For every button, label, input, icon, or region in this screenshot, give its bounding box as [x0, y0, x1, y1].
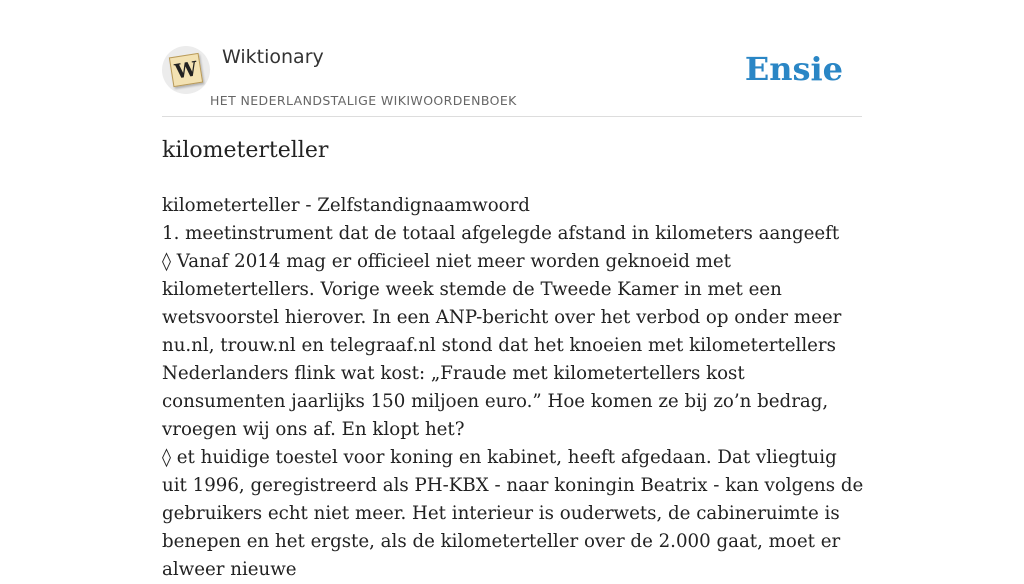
page-title: kilometerteller — [162, 138, 329, 163]
entry-example: ◊ Vanaf 2014 mag er officieel niet meer worden geknoeid met kilometertellers. Vorige week stemde de Tweede Kamer in met een wetsvoorstel hierover. In een ANP-bericht over het verbod op onder meer nu.nl, trouw.nl en telegraaf.nl stond dat het knoeien met kilometertellers Nederlanders flink wat kost: „Fraude met kilometertellers kost consumenten jaarlijks 150 miljoen euro.” Hoe komen ze bij zo’n bedrag, vroegen wij ons af. En klopt het? — [162, 251, 842, 440]
site-header — [162, 40, 862, 117]
logo-tile — [169, 53, 203, 87]
site-name[interactable]: Wiktionary — [222, 46, 324, 68]
logo-letter: W — [173, 56, 199, 84]
entry-content — [162, 192, 866, 584]
entry-definition: 1. meetinstrument dat de totaal afgelegde afstand in kilometers aangeeft — [162, 223, 840, 244]
entry-heading: kilometerteller - Zelfstandignaamwoord — [162, 195, 530, 216]
entry-example: ◊ et huidige toestel voor koning en kabinet, heeft afgedaan. Dat vliegtuig uit 1996, geregistreerd als PH-KBX - naar koningin Beatrix - kan volgens de gebruikers echt niet meer. Het interieur is ouderwets, de cabineruimte is benepen en het ergste, als de kilometerteller over de 2.000 gaat, moet er alweer nieuwe — [162, 447, 864, 580]
brand-logo[interactable]: Ensie — [744, 50, 843, 88]
site-tagline: HET NEDERLANDSTALIGE WIKIWOORDENBOEK — [210, 93, 517, 108]
wiktionary-logo-icon[interactable] — [162, 46, 210, 94]
